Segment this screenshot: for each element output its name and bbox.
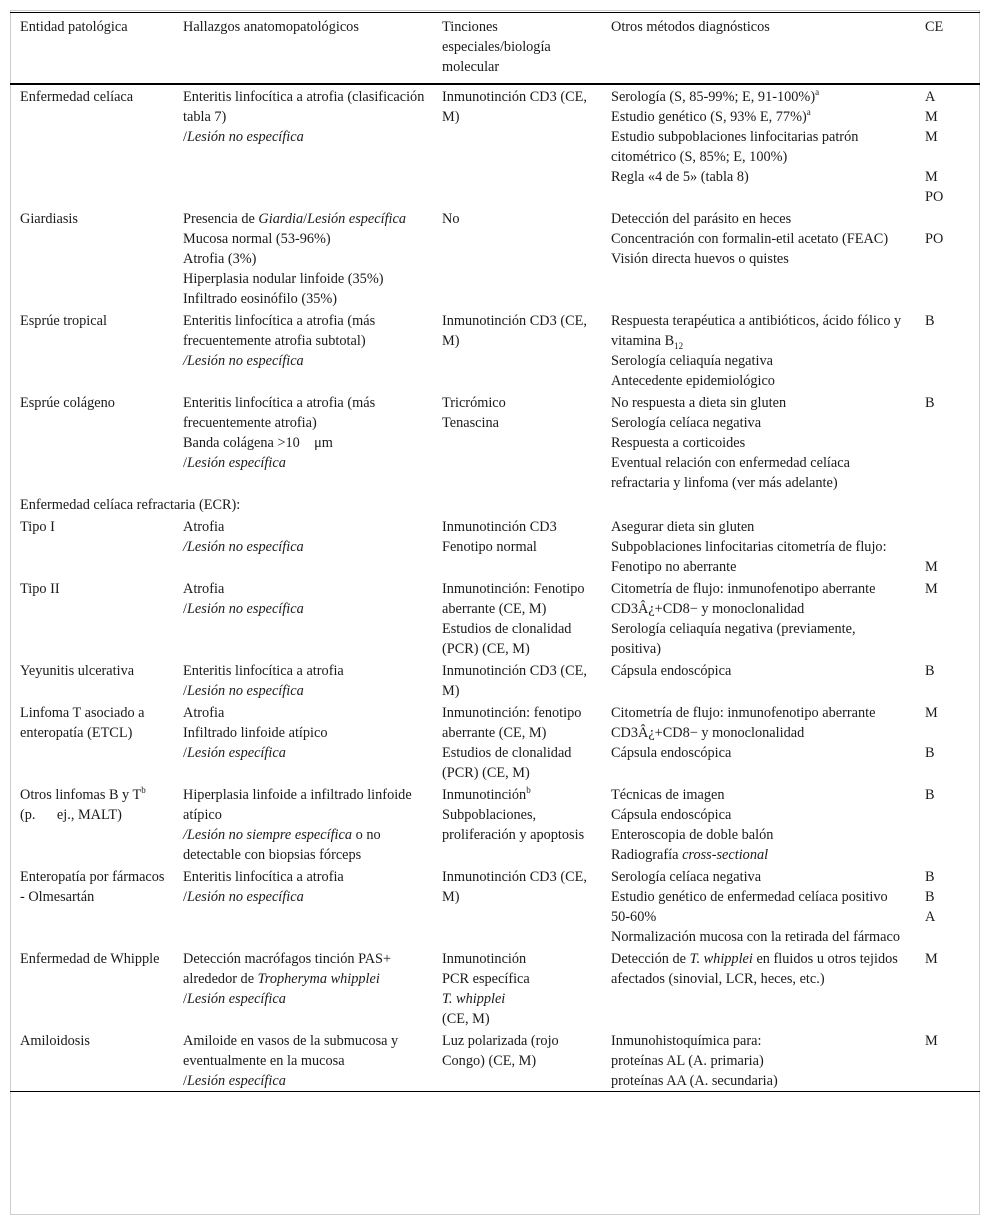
cell-line: Estudios de clonalidad (PCR) (CE, M) [442, 745, 572, 781]
cell-hallazgos [173, 391, 432, 493]
cell-line: (CE, M) [442, 1011, 490, 1027]
cell-tinciones [432, 391, 601, 493]
cell-ce [915, 1029, 980, 1092]
header-ce: CE [925, 19, 944, 35]
cell-line: Concentración con formalin-etil acetato (FEAC) [611, 231, 889, 247]
table-row [10, 515, 980, 577]
cell-line: Presencia de Giardia/Lesión específica [183, 211, 407, 227]
cell-line: Enteritis linfocítica a atrofia [183, 663, 344, 679]
cell-line: Inmunotinción CD3 (CE, M) [442, 869, 587, 905]
cell-line: Luz polarizada (rojo Congo) (CE, M) [442, 1033, 559, 1069]
ce-value: A [925, 909, 936, 925]
cell-line: Hiperplasia nodular linfoide (35%) [183, 271, 384, 287]
cell-line: Infiltrado linfoide atípico [183, 725, 328, 741]
cell-line: Estudios de clonalidad (PCR) (CE, M) [442, 621, 572, 657]
cell-hallazgos [173, 865, 432, 947]
cell-line: Serología celiaquía negativa [611, 353, 773, 369]
cell-hallazgos [173, 515, 432, 577]
cell-line: Estudio subpoblaciones linfocitarias patrón citométrico (S, 85%; E, 100%) [611, 129, 859, 165]
ce-value: B [925, 787, 935, 803]
cell-line: /Lesión no específica [183, 601, 304, 617]
cell-hallazgos [173, 207, 432, 309]
table-header [10, 13, 980, 85]
cell-hallazgos [173, 701, 432, 783]
cell-line: Tenascina [442, 415, 499, 431]
cell-hallazgos [173, 783, 432, 865]
cell-otros-metodos [601, 701, 915, 783]
cell-tinciones [432, 309, 601, 391]
cell-line: /Lesión no siempre específica o no detectable con biopsias fórceps [183, 827, 381, 863]
cell-entidad: Tipo I [20, 519, 55, 535]
cell-line: /Lesión específica [183, 1073, 286, 1089]
header-tinciones: Tinciones especiales/biología molecular [442, 19, 551, 75]
header-hallazgos: Hallazgos anatomopatológicos [183, 19, 359, 35]
cell-line: Serología celiaquía negativa (previamente, positiva) [611, 621, 856, 657]
cell-tinciones [432, 577, 601, 659]
cell-otros-metodos [601, 515, 915, 577]
cell-tinciones [432, 947, 601, 1029]
cell-line: Mucosa normal (53-96%) [183, 231, 331, 247]
cell-line: Inmunotinción CD3 (CE, M) [442, 89, 587, 125]
cell-line: Atrofia [183, 519, 225, 535]
cell-tinciones [432, 783, 601, 865]
cell-line: /Lesión no específica [183, 353, 304, 369]
cell-line: Banda colágena >10 μm [183, 435, 333, 451]
cell-otros-metodos [601, 865, 915, 947]
ce-value: M [925, 169, 938, 185]
ce-value [925, 517, 974, 537]
section-title: Enfermedad celíaca refractaria (ECR): [20, 497, 241, 513]
cell-line: Serología celíaca negativa [611, 869, 762, 885]
cell-ce [915, 207, 980, 309]
cell-line: Asegurar dieta sin gluten [611, 519, 755, 535]
cell-tinciones [432, 1029, 601, 1092]
header-entidad: Entidad patológica [20, 19, 128, 35]
cell-line: Citometría de flujo: inmunofenotipo aberrante CD3Â¿+CD8− y monoclonalidad [611, 581, 876, 617]
cell-entidad: Enfermedad celíaca [20, 89, 134, 105]
cell-ce [915, 783, 980, 865]
ce-value: B [925, 313, 935, 329]
cell-ce [915, 391, 980, 493]
cell-line: Atrofia [183, 581, 225, 597]
ce-value: B [925, 745, 935, 761]
ce-value: M [925, 1033, 938, 1049]
table-row [10, 391, 980, 493]
cell-line: Detección macrófagos tinción PAS+ alrededor de Tropheryma whipplei [183, 951, 392, 987]
cell-line: No respuesta a dieta sin gluten [611, 395, 787, 411]
ce-value: M [925, 559, 938, 575]
ce-value [925, 537, 974, 557]
cell-line: Inmunotinción: Fenotipo aberrante (CE, M) [442, 581, 585, 617]
cell-tinciones [432, 84, 601, 207]
ce-value: A [925, 89, 936, 105]
cell-line: /Lesión específica [183, 745, 286, 761]
table-row [10, 783, 980, 865]
cell-line: Eventual relación con enfermedad celíaca refractaria y linfoma (ver más adelante) [611, 455, 850, 491]
cell-ce [915, 309, 980, 391]
ce-value: M [925, 109, 938, 125]
cell-tinciones [432, 701, 601, 783]
cell-line: Estudio genético de enfermedad celíaca positivo 50-60% [611, 889, 888, 925]
cell-hallazgos [173, 947, 432, 1029]
cell-line: Estudio genético (S, 93% E, 77%)$^a$ [611, 107, 811, 125]
table-row [10, 577, 980, 659]
cell-otros-metodos [601, 783, 915, 865]
cell-line: Técnicas de imagen [611, 787, 725, 803]
cell-line: Inmunotinción CD3 [442, 519, 557, 535]
cell-line: Respuesta terapéutica a antibióticos, ácido fólico y vitamina $B_{12}$ [611, 313, 902, 351]
cell-entidad: Esprúe colágeno [20, 395, 115, 411]
ce-value [925, 723, 974, 743]
ce-value: M [925, 581, 938, 597]
cell-line: Citometría de flujo: inmunofenotipo aberrante CD3Â¿+CD8− y monoclonalidad [611, 705, 876, 741]
cell-otros-metodos [601, 391, 915, 493]
cell-line: Inmunohistoquímica para: [611, 1033, 762, 1049]
cell-line: Hiperplasia linfoide a infiltrado linfoide atípico [183, 787, 412, 823]
cell-line: Tricrómico [442, 395, 506, 411]
cell-line: Respuesta a corticoides [611, 435, 746, 451]
cell-line: /Lesión no específica [183, 129, 304, 145]
cell-ce [915, 865, 980, 947]
cell-line: Enteritis linfocítica a atrofia (más frecuentemente atrofia subtotal) [183, 313, 376, 349]
cell-line: PCR específica [442, 971, 530, 987]
header-otros-metodos: Otros métodos diagnósticos [611, 19, 770, 35]
section-row [10, 493, 980, 515]
cell-entidad: Giardiasis [20, 211, 78, 227]
cell-hallazgos [173, 309, 432, 391]
cell-line: Subpoblaciones linfocitarias citometría de flujo: Fenotipo no aberrante [611, 539, 887, 575]
cell-line: Antecedente epidemiológico [611, 373, 775, 389]
cell-line: Radiografía cross-sectional [611, 847, 769, 863]
cell-hallazgos [173, 84, 432, 207]
cell-line: proteínas AA (A. secundaria) [611, 1073, 778, 1089]
table-body [10, 84, 980, 1092]
ce-value: B [925, 395, 935, 411]
cell-otros-metodos [601, 309, 915, 391]
cell-otros-metodos [601, 659, 915, 701]
cell-line: Atrofia (3%) [183, 251, 257, 267]
cell-line: No [442, 211, 460, 227]
cell-hallazgos [173, 577, 432, 659]
cell-ce [915, 577, 980, 659]
cell-hallazgos [173, 659, 432, 701]
cell-line: Serología (S, 85-99%; E, 91-100%)$^a$ [611, 87, 820, 105]
cell-line: Enteroscopia de doble balón [611, 827, 774, 843]
table-row [10, 207, 980, 309]
table-row [10, 659, 980, 701]
cell-otros-metodos [601, 1029, 915, 1092]
cell-entidad: Tipo II [20, 581, 60, 597]
cell-hallazgos [173, 1029, 432, 1092]
cell-line: Inmunotinción: fenotipo aberrante (CE, M) [442, 705, 582, 741]
cell-line: Infiltrado eosinófilo (35%) [183, 291, 338, 307]
cell-line: proteínas AL (A. primaria) [611, 1053, 764, 1069]
cell-ce [915, 659, 980, 701]
cell-line: Enteritis linfocítica a atrofia (clasificación tabla 7) [183, 89, 425, 125]
cell-entidad: Esprúe tropical [20, 313, 107, 329]
cell-entidad: Linfoma T asociado a enteropatía (ETCL) [20, 705, 145, 741]
cell-line: T. whipplei [442, 991, 506, 1007]
cell-line: Fenotipo normal [442, 539, 537, 555]
cell-entidad: Amiloidosis [20, 1033, 90, 1049]
table-row [10, 309, 980, 391]
table-row [10, 947, 980, 1029]
cell-otros-metodos [601, 207, 915, 309]
cell-line: Atrofia [183, 705, 225, 721]
cell-line: Inmunotinción CD3 (CE, M) [442, 663, 587, 699]
cell-line: Cápsula endoscópica [611, 807, 732, 823]
cell-line: /Lesión específica [183, 991, 286, 1007]
ce-value: PO [925, 231, 944, 247]
cell-ce [915, 947, 980, 1029]
cell-line: Inmunotinción$^b$ [442, 785, 531, 803]
cell-line: Amiloide en vasos de la submucosa y eventualmente en la mucosa [183, 1033, 399, 1069]
table-row [10, 1029, 980, 1092]
diagnostic-table [10, 12, 980, 1092]
cell-line: Visión directa huevos o quistes [611, 251, 789, 267]
cell-line: /Lesión no específica [183, 539, 304, 555]
ce-value: PO [925, 189, 944, 205]
cell-line: /Lesión no específica [183, 889, 304, 905]
cell-line: Enteritis linfocítica a atrofia [183, 869, 344, 885]
cell-line: Detección del parásito en heces [611, 211, 792, 227]
cell-ce [915, 701, 980, 783]
cell-line: Normalización mucosa con la retirada del fármaco [611, 929, 900, 945]
cell-line: Inmunotinción [442, 951, 527, 967]
table-row [10, 865, 980, 947]
cell-line: Subpoblaciones, proliferación y apoptosis [442, 807, 585, 843]
cell-entidad: Yeyunitis ulcerativa [20, 663, 135, 679]
cell-otros-metodos [601, 84, 915, 207]
cell-line: Cápsula endoscópica [611, 663, 732, 679]
cell-line: Serología celíaca negativa [611, 415, 762, 431]
header-row [10, 13, 980, 85]
cell-otros-metodos [601, 947, 915, 1029]
ce-value [925, 147, 974, 167]
cell-line: Enteritis linfocítica a atrofia (más frecuentemente atrofia) [183, 395, 376, 431]
ce-value: M [925, 705, 938, 721]
cell-tinciones [432, 207, 601, 309]
cell-entidad: Enteropatía por fármacos - Olmesartán [20, 869, 165, 905]
cell-line: Detección de T. whipplei en fluidos u otros tejidos afectados (sinovial, LCR, heces, etc.) [611, 951, 898, 987]
ce-value [925, 209, 974, 229]
cell-tinciones [432, 515, 601, 577]
cell-entidad: Otros linfomas B y $T^b$ (p. ej., MALT) [20, 785, 146, 823]
table-row [10, 701, 980, 783]
ce-value: M [925, 129, 938, 145]
cell-otros-metodos [601, 577, 915, 659]
cell-line: Cápsula endoscópica [611, 745, 732, 761]
cell-tinciones [432, 865, 601, 947]
cell-ce [915, 84, 980, 207]
table-row [10, 84, 980, 207]
cell-line: Inmunotinción CD3 (CE, M) [442, 313, 587, 349]
ce-value: B [925, 889, 935, 905]
ce-value: B [925, 663, 935, 679]
ce-value: B [925, 869, 935, 885]
cell-line: /Lesión específica [183, 455, 286, 471]
ce-value: M [925, 951, 938, 967]
cell-tinciones [432, 659, 601, 701]
cell-line: /Lesión no específica [183, 683, 304, 699]
cell-line: Regla «4 de 5» (tabla 8) [611, 169, 749, 185]
cell-ce [915, 515, 980, 577]
cell-entidad: Enfermedad de Whipple [20, 951, 160, 967]
